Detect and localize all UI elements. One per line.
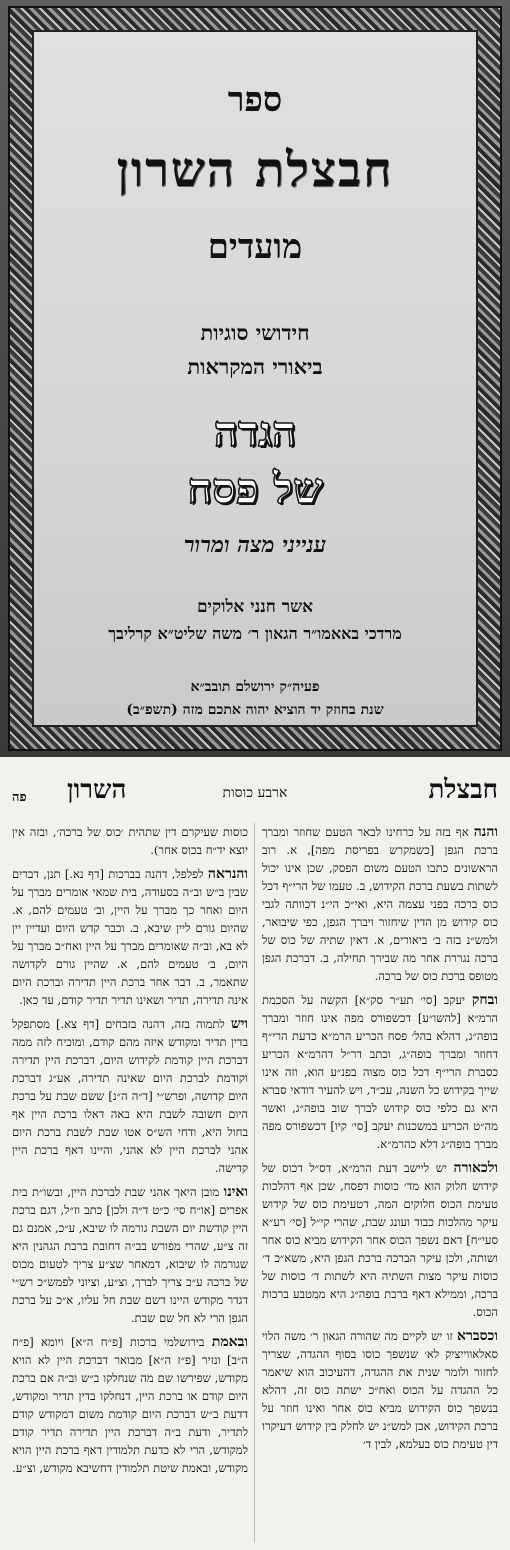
paragraph-lead: ובאמת — [211, 1334, 248, 1350]
paragraph-text: לתמוה בזה, דהנה בזבחים [דף צא.] מסתפקל בדין תדיר ומקודש איזה מהם קודם, ומוכיח לזה ממה דברכת היין קודמת לקידוש היום, דברכת היין תדירה וקודמת לברכת היום שאינה תדירה, אע״ג דברכת היום קדושה, ופרש״י [ד״ה ה״נ] ששם שבת על ברכת היום חשובה לשבת היא באה דאלו ברכת היין אף בחול היא, ודחי הש״ס אטו שבת לשבת ברכת היום אהני לברכת היין לא אהני, והיינו דאף ברכת היין קדישה. — [12, 1017, 248, 1175]
author-name: מרדכי באאמו״ר הגאון ר׳ משה שליט״א קרליבך — [108, 624, 402, 643]
right-column — [262, 823, 498, 1543]
paragraph — [262, 991, 498, 1153]
text-page-photo — [0, 757, 510, 1550]
dedication-line: אשר חנני אלוקים — [196, 597, 314, 617]
title-sefer: ספר — [227, 80, 283, 120]
paragraph-text: יעקב [סי׳ תע״ר סק״א] הקשה על הסכמת הרמ״א [להשו״ע] דכשפורס מפה אינו חוזר ומברך בופה״ג, דהלא בהל׳ פסח הכריע הרמ״א כדעת הרי״ף דחוזר ומברך בופה״ג, וכתב דר״ל דהרמ״א הכריע כסברת הרי״ף דכל כוס מצוה בפנ״ע הוא, וזה אינו שייך בקידוש כל השנה, עכ״ד, ויש להעיר דודאי סברא היא גם כלפי כוס קידוש לברך שוב בופה״ג, ואשר מה״ט הכריע במשכנות יעקב [סי׳ קיו] דכשפורס מפה מברך בופה״ג דלא כהרמ״א. — [262, 993, 498, 1151]
topic-subtitle: ענייני מצה ומרור — [183, 532, 327, 558]
paragraph-text: בירושלמי ברכות [פ״ח ה״א] ויומא [פ״ח ה״ב] ונזיר [פ״ז ה״א] מבואר דברכת היין לא הויא מקודש, שפירשו שם מה שנחלקו ב״ש וב״ה אם ברכת היום קודם או ברכת היין, דנחלקו בדין תדיר ומקודש, דדעת ב״ש דברכת היום קודמת משום דמקודש קודם לתדיר, ודעת ב״ה דברכת היין תדירה תדיר קודם למקודש, הרי לא כדעת תלמודין דאף ברכת היין הויא מקודש, ובאמת שיטת תלמודין דחשיבא מקודש, וצ״ע. — [12, 1335, 248, 1475]
paragraph — [12, 823, 248, 859]
paragraph — [12, 1333, 248, 1477]
paragraph-lead: ויש — [230, 1016, 248, 1032]
column-divider — [254, 823, 255, 1543]
paragraph-lead: ואינו — [223, 1184, 248, 1200]
book-title: חבצלת השרון — [116, 142, 394, 198]
header-right: השרון — [67, 775, 127, 805]
paragraph-text: יש ליישב דעת הרמ״א, דס״ל דכוס של קידוש חלוק הוא מד׳ כוסות דפסח, שכן אף דהלכות טעימת הכוס חלוקים המה, דטעימת כוס של קידוש עיקר מהלכות כבוד ועונג שבת, שהרי קי״ל [סי׳ רע״א סעי״ח] דאם נשפך הכוס אחר הקידוש מביא כוס אחר ושותה, ולכן עיקר הברכה ברכת הגפן היא, משא״כ ד׳ כוסות עיקר מצות השתיה היא לשתות ד׳ כוסות של ברכה, וממילא דאף ברכת בופה״ג היא ממטבע ברכות הכוס. — [262, 1161, 498, 1319]
paragraph-lead: וכסברא — [456, 1328, 498, 1344]
paragraph-lead: ולכאורה — [453, 1160, 498, 1176]
running-header — [12, 775, 498, 815]
hagada-title: הגדה — [213, 407, 297, 456]
publication-year: שנת בחוזק יד הוציא יהוה אתכם מזה (תשפ״ב) — [126, 702, 384, 718]
header-left: חבצלת — [428, 775, 498, 805]
volume-title: מועדים — [207, 227, 303, 267]
page-number: פה — [12, 790, 27, 805]
subtitle-1: חידושי סוגיות — [200, 320, 310, 345]
subtitle-2: ביאורי המקראות — [187, 354, 323, 379]
paragraph-text: מובן היאך אהני שבת לברכת היין, ובשו״ת בית אפרים [או״ח סי׳ כ״ט ד״ה ולכן] כתב וז״ל, דגם ברכת היין קודשת יום השבת גורמה לו שיבא, ע״כ, אמנם גם זה צ״ע, שהרי מפורש בב״ה דחובת ברכת הגהנין היא שגורמה לו שיבוא, דמאחר שצ״ע צריך לטעום מכוס של ברכה ע״כ צריך לברך, וצ״ע, וציוני לפמש״כ רש״י דגדר מקודש היינו דשם שבת חל עליו, א״כ על ברכת הגפן הרי לא חל שם שבת. — [12, 1185, 248, 1325]
title-panel — [32, 30, 478, 727]
paragraph — [262, 1327, 498, 1453]
paragraph-lead: והנה — [473, 824, 498, 840]
paragraph-text: לפלפל, דהנה בברכות [דף נא.] תנן, דברים שבין ב״ש וב״ה בסעודה, בית שמאי אומרים מברך על היום ואחר כך מברך על היין, וב׳ טעמים להם, א. שהיום גורם ליין שיבא, ב. וכבר קדש היום ועדיין יין לא בא, וב״ה שאומרים מברך על היין ואח״כ מברך על היום, ב׳ טעמים להם, א. שהיין גורם לקדושה שתאמר, ב. דבר אחר ברכת היין תדירה וברכת היום אינה תדירה, תדיר ושאינו תדיר תדיר קודם, עד כאן. — [12, 867, 248, 1007]
paragraph — [12, 1183, 248, 1327]
left-column — [12, 823, 248, 1543]
header-center: ארבע כוסות — [222, 785, 288, 801]
paragraph-lead: והנראה — [207, 866, 248, 882]
pesach-title: של פסח — [187, 464, 323, 513]
paragraph — [262, 823, 498, 985]
publisher-place: פעיה״ק ירושלם תובב״א — [190, 679, 320, 695]
title-page-photo — [0, 0, 510, 757]
paragraph — [12, 865, 248, 1009]
paragraph-text: זו יש לקיים מה שהורה הגאון ר׳ משה הלוי סאלאווייציק לא׳ שנשפך כוסו בסוף ההגדה, שצריך לחזור ולומר שנית את ההגדה, דהעיכוב הוא שיאמר כל ההגדה על הכוס ואח״כ ישתה כוס זה, דהלא בנשפך כוס הקידוש מביא כוס אחר ואינו חוזר על ברכת הקידוש, אכן למש״נ יש לחלק בין קידוש דעיקרו דין טעימת כוס בעלמא, לבין ד׳ — [262, 1329, 498, 1451]
ornamental-border — [8, 6, 502, 751]
paragraph — [12, 1015, 248, 1177]
paragraph-text: כוסות שעיקרם דין שתהית ׳כוס של ברכה׳, ובזה אין יוצא יד״ח בכוס אחר). — [12, 825, 248, 857]
paragraph-text: אף בזה על כרחינו לבאר הטעם שחוזר ומברך ברכת הגפן [כשמקרש בפריסת מפה], א. רוב הראשונים כתבו הטעם משום הפסק, שכן אינו יכול לשתות בשעת ברכת הקידוש, ב. טעמו של הרי״ף דכל כוס ברכה בפני עצמה היא, ואי״כ הי״נ דכוותה לגבי כוס קידוש מן הדין שיחזור ויברך הגפן, כפי שיבואר, ולמש״נ בזה ב׳ ביאורים, א. דאין שתיה של כוס של ברכה נגררת אחר מה שבירך תחילה, ב. דברכת הגפן מטופס ברכת כוס של ברכה. — [262, 825, 498, 983]
paragraph-lead: ובחק — [471, 992, 498, 1008]
paragraph — [262, 1159, 498, 1321]
